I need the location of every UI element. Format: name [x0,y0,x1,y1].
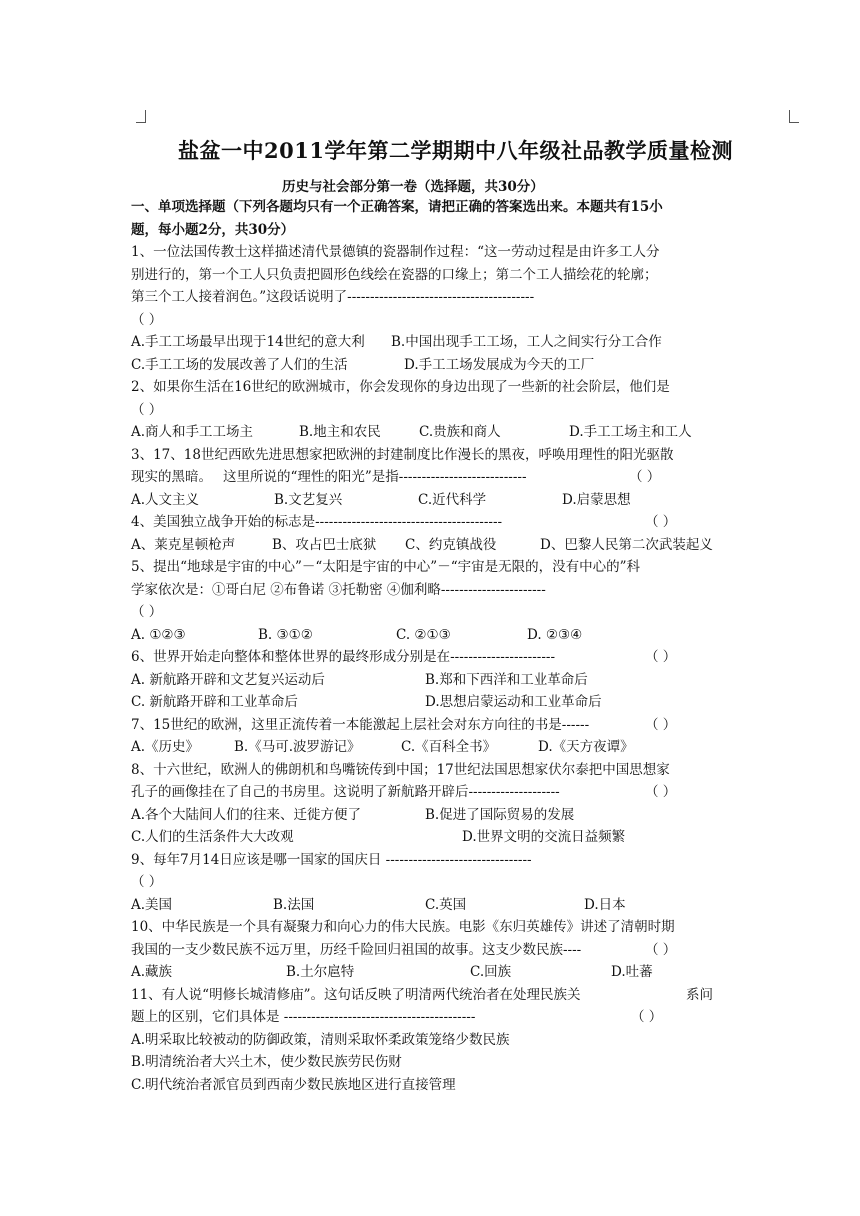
option: D、巴黎人民第二次武装起义 [540,536,713,553]
option: D.手工工场发展成为今天的工厂 [404,356,595,373]
question-stem: 别进行的，第一个工人只负责把圆形色线绘在瓷器的口缘上；第二个工人描绘花的轮廓； [131,266,658,283]
question-stem-row [131,466,737,489]
option: A.商人和手工工场主 [131,424,254,440]
option: C.手工工场的发展改善了人们的生活 [131,356,348,373]
option: B.地主和农民 [299,424,381,440]
option: B.促进了国际贸易的发展 [425,806,575,823]
answer-paren: （ ） [645,649,677,665]
answer-paren: （ ） [629,469,661,485]
option-row [131,624,737,647]
option: A.各个大陆间人们的往来、迁徙方便了 [131,806,362,823]
question-stem-row [131,984,737,1007]
option-row [131,894,737,917]
option: A. 新航路开辟和文艺复兴运动后 [131,671,325,688]
question-stem: 第三个工人接着润色。”这段话说明了----------------------------------------- [131,289,535,305]
option-row [131,421,737,444]
option-row [131,804,737,827]
option: B.郑和下西洋和工业革命后 [425,671,588,688]
option: C.《百科全书》 [401,739,497,755]
option: C.回族 [470,964,512,980]
option: D.《天方夜谭》 [538,739,634,755]
answer-paren: （ ） [645,514,677,530]
option: B.中国出现手工工场，工人之间实行分工合作 [391,334,662,350]
question-stem-row [131,646,737,669]
corner-mark-right [789,110,799,123]
option: A.手工工场最早出现于14世纪的意大利 [131,334,365,350]
option: B. ③①② [258,626,313,643]
question-stem: 系问 [686,986,713,1003]
option: A、莱克星顿枪声 [131,536,236,553]
answer-paren: （ ） [131,311,163,328]
question-stem-row [131,939,737,962]
answer-paren: （ ） [131,401,163,418]
option-row [131,691,737,714]
option-row [131,736,737,759]
answer-paren: （ ） [131,874,163,890]
question-stem-row [131,1006,737,1029]
question-stem: 1、一位法国传教士这样描述清代景德镇的瓷器制作过程：“这一劳动过程是由许多工人分 [131,244,660,260]
question-stem-row [131,781,737,804]
answer-paren: （ ） [131,604,163,620]
option: C.近代科学 [418,491,487,508]
option-row: A.明采取比较被动的防御政策，清则采取怀柔政策笼络少数民族 [131,1031,510,1048]
page-title: 盐盆一中2011学年第二学期期中八年级社品教学质量检测 [178,138,733,163]
option: A.《历史》 [131,739,200,755]
question-stem: 8、十六世纪，欧洲人的佛朗机和鸟嘴铳传到中国；17世纪法国思想家伏尔泰把中国思想家 [131,761,670,778]
answer-paren: （ ） [631,1009,663,1025]
answer-paren: （ ） [645,716,677,733]
question-stem: 学家依次是：①哥白尼 ②布鲁诺 ③托勒密 ④伽利略----------------------- [131,581,546,598]
option: C. ②①③ [396,626,451,643]
option-row: C.明代统治者派官员到西南少数民族地区进行直接管理 [131,1076,456,1093]
answer-paren: （ ） [645,784,677,800]
option: C.英国 [425,896,467,913]
option: C. 新航路开辟和工业革命后 [131,694,298,710]
question-stem: 2、如果你生活在16世纪的欧洲城市，你会发现你的身边出现了一些新的社会阶层，他们是 [131,379,670,395]
option-row [131,961,737,984]
option-row [131,534,737,557]
option-row [131,669,737,692]
question-stem: 7、15世纪的欧洲，这里正流传着一本能激起上层社会对东方向往的书是------ [131,716,590,733]
option: D.日本 [584,896,626,913]
option: A. ①②③ [131,626,186,643]
question-stem: 4、美国独立战争开始的标志是----------------------------------------- [131,514,503,530]
option: D. ②③④ [527,626,583,643]
option: A.美国 [131,896,173,913]
section-subtitle: 历史与社会部分第一卷（选择题，共30分） [282,179,544,195]
option: A.藏族 [131,964,173,980]
option: C.人们的生活条件大大改观 [131,829,294,845]
option-row [131,331,737,354]
option: B.法国 [273,896,315,913]
option: D.吐蕃 [611,964,653,980]
option-row [131,826,737,849]
option: B、攻占巴士底狱 [272,536,377,553]
instructions-line: 一、单项选择题（下列各题均只有一个正确答案，请把正确的答案选出来。本题共有15小 [131,199,663,215]
option-row [131,354,737,377]
question-stem: 6、世界开始走向整体和整体世界的最终形成分别是在----------------------- [131,649,556,665]
question-stem-row [131,714,737,737]
option: D.启蒙思想 [562,491,631,508]
question-stem: 这里所说的“理性的阳光”是指---------------------------- [223,469,527,485]
option: C、约克镇战役 [405,536,497,553]
option: D.世界文明的交流日益频繁 [462,829,626,845]
question-stem: 现实的黑暗。 [131,469,212,485]
option-row [131,489,737,512]
question-stem: 5、提出“地球是宇宙的中心”－“太阳是宇宙的中心”－“宇宙是无限的，没有中心的”科 [131,559,640,575]
corner-mark-left [136,110,146,123]
question-stem: 孔子的画像挂在了自己的书房里。这说明了新航路开辟后-------------------- [131,784,560,800]
question-stem: 我国的一支少数民族不远万里，历经千险回归祖国的故事。这支少数民族---- [131,941,582,958]
question-body [131,196,737,1096]
option: D.思想启蒙运动和工业革命后 [425,694,602,710]
option: B.文艺复兴 [274,491,343,508]
option: A.人文主义 [131,491,200,508]
option: B.土尔扈特 [286,964,355,980]
question-stem: 3、17、18世纪西欧先进思想家把欧洲的封建制度比作漫长的黑夜，呼唤用理性的阳光驱散 [131,446,674,463]
option: B.《马可.波罗游记》 [234,739,361,755]
instructions-line: 题，每小题2分，共30分） [131,221,295,238]
question-stem-row [131,511,737,534]
option: C.贵族和商人 [419,424,501,440]
question-stem: 10、中华民族是一个具有凝聚力和向心力的伟大民族。电影《东归英雄传》讲述了清朝时期 [131,919,675,935]
question-stem: 9、每年7月14日应该是哪一国家的国庆日 -------------------------------- [131,851,532,868]
answer-paren: （ ） [645,941,677,958]
question-stem: 题上的区别，它们具体是 ------------------------------------------ [131,1009,476,1025]
option: D.手工工场主和工人 [569,424,692,440]
question-stem: 11、有人说“明修长城清修庙”。这句话反映了明清两代统治者在处理民族关 [131,986,581,1003]
option-row: B.明清统治者大兴土木，使少数民族劳民伤财 [131,1054,402,1070]
